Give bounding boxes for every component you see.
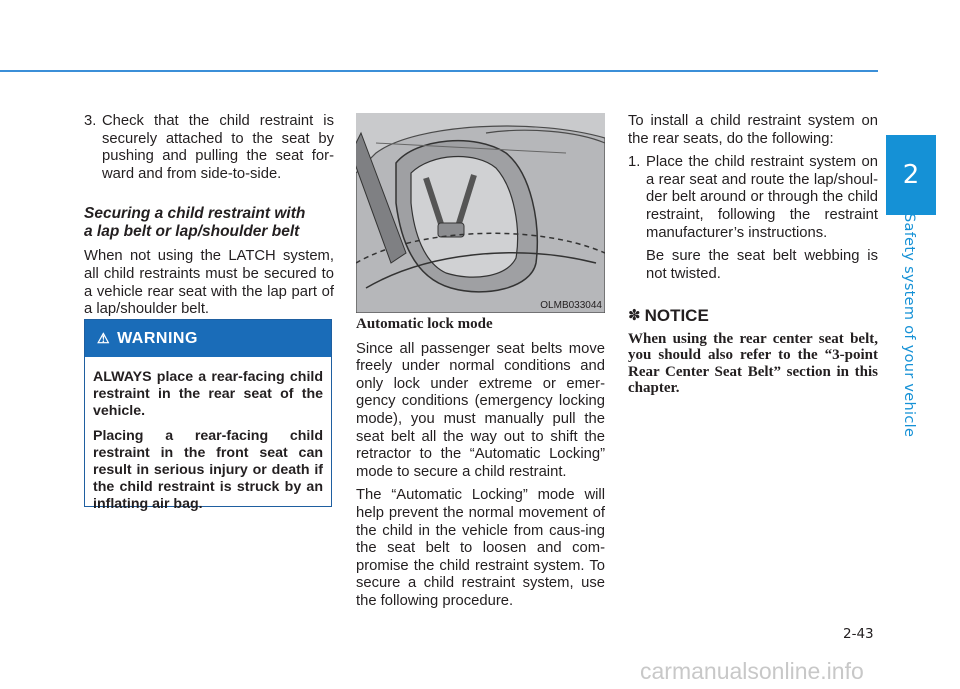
- step-note: Be sure the seat belt webbing is not twisted.: [646, 248, 878, 282]
- warning-header: [85, 320, 331, 357]
- step-1: [628, 154, 878, 242]
- warning-paragraph-2: Placing a rear-facing child restraint in the front seat can result in serious injury or death if the child restraint is struck by an inflating air bag.: [93, 428, 323, 512]
- header-rule: [0, 70, 878, 72]
- step-text: Check that the child restraint is securely attached to the seat by pushing and pulling the seat for-ward and from side-to-side.: [102, 113, 334, 182]
- child-seat-drawing: [356, 113, 605, 313]
- latch-paragraph: When not using the LATCH system, all child restraints must be secured to a vehicle rear seat with the lap part of a lap/shoulder belt.: [84, 248, 334, 318]
- section-heading-line-2: a lap belt or lap/shoulder belt: [84, 222, 300, 240]
- column-left: [84, 113, 334, 325]
- notice-text: When using the rear center seat belt, you should also refer to the “3-point Rear Center Seat Belt” section in this chapter.: [628, 330, 878, 397]
- step-text: Place the child restraint system on a rear seat and route the lap/shoul-der belt around or through the child restraint, following the restraint manufacturer’s instructions.: [646, 154, 878, 241]
- child-seat-illustration: [356, 113, 605, 313]
- automatic-lock-heading: Automatic lock mode: [356, 316, 493, 332]
- automatic-lock-paragraph-1: Since all passenger seat belts move freely under normal conditions and only lock under extreme or emer-gency conditions (emergency locking mode), you must manually pull the seat belt all the way out to shift the retractor to the “Automatic Locking” mode to secure a child restraint.: [356, 340, 605, 480]
- illustration-code: OLMB033044: [540, 300, 602, 311]
- warning-box: [84, 319, 332, 512]
- column-right: [628, 113, 878, 397]
- column-middle: [356, 316, 605, 617]
- step-number: 1.: [628, 154, 641, 171]
- warning-title: WARNING: [117, 329, 198, 347]
- chapter-tab: 2: [886, 135, 936, 215]
- section-heading: [84, 205, 334, 240]
- install-intro: To install a child restraint system on the rear seats, do the following:: [628, 113, 878, 147]
- automatic-lock-paragraph-2: The “Automatic Locking” mode will help prevent the normal movement of the child in the vehicle from caus-ing the seat belt to loosen and com-promise the child restraint system. To secure a child restraint system, use the following procedure.: [356, 487, 605, 609]
- watermark: carmanualsonline.info: [640, 658, 864, 684]
- page-number: 2-43: [843, 626, 874, 642]
- warning-paragraph-1: ALWAYS place a rear-facing child restraint in the rear seat of the vehicle.: [93, 369, 323, 419]
- chapter-title: Safety system of your vehicle: [901, 213, 917, 438]
- warning-body: [85, 357, 331, 513]
- warning-triangle-icon: ⚠: [97, 330, 111, 346]
- notice-star-icon: ✽: [628, 306, 641, 325]
- section-heading-line-1: Securing a child restraint with: [84, 205, 306, 223]
- notice-title: NOTICE: [644, 306, 709, 326]
- step-number: 3.: [84, 113, 97, 129]
- notice-heading: [628, 307, 878, 325]
- step-3: [84, 113, 334, 183]
